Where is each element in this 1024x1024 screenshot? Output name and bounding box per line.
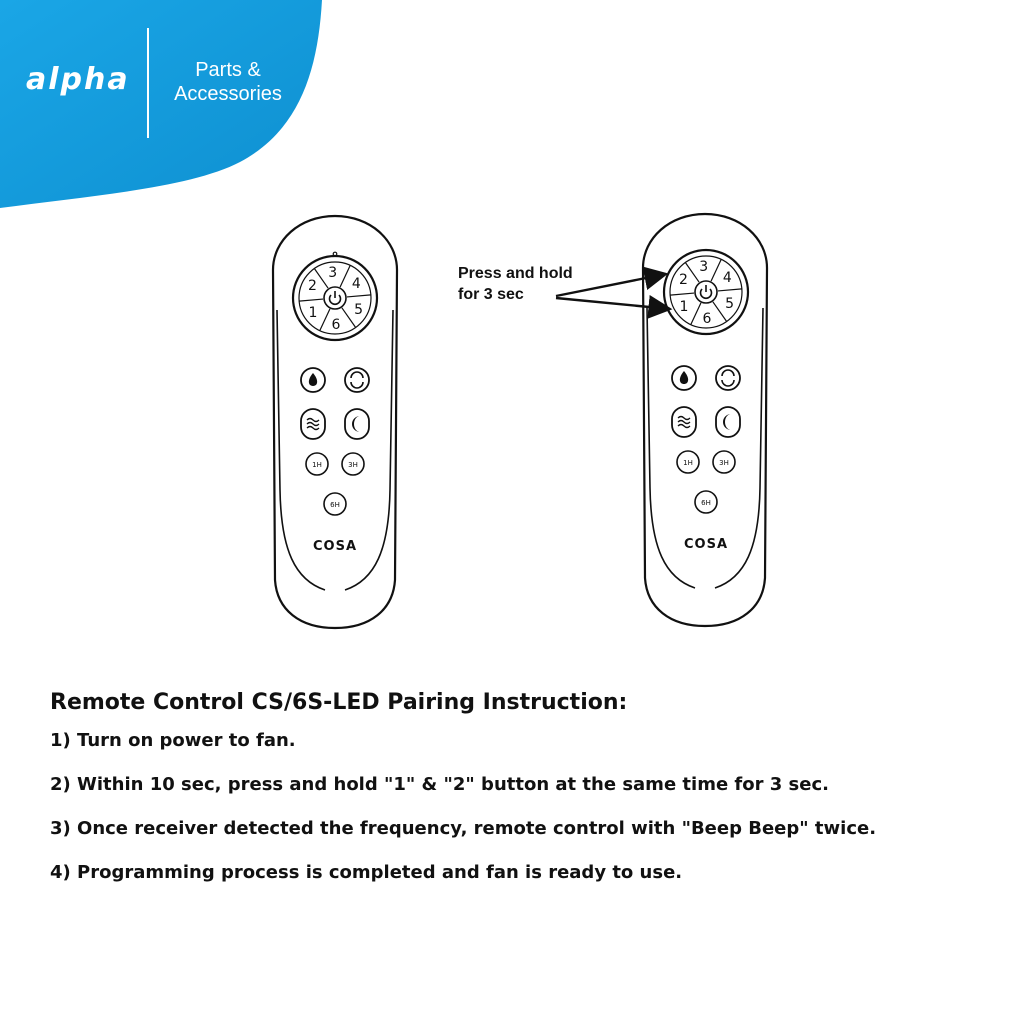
- timer-button-3h[interactable]: [342, 453, 364, 475]
- power-icon[interactable]: [324, 287, 346, 309]
- timer-button-1h[interactable]: [306, 453, 328, 475]
- timer-label: 6H: [701, 499, 711, 507]
- breeze-icon[interactable]: [672, 407, 696, 437]
- press-hold-callout: [458, 263, 573, 305]
- cosa-logo: COSA: [312, 539, 358, 554]
- callout-line2: for 3 sec: [458, 286, 524, 303]
- remote-right-button-3[interactable]: 3: [699, 259, 709, 276]
- instruction-step-1: 1) Turn on power to fan.: [50, 730, 296, 751]
- timer-button-6h[interactable]: [324, 493, 346, 515]
- remote-left-button-6[interactable]: 6: [331, 316, 341, 333]
- timer-button-3h[interactable]: [713, 451, 735, 473]
- remote-left-ring-pad: [293, 256, 377, 340]
- remote-left-button-1[interactable]: 1: [308, 304, 318, 321]
- moon-sleep-icon[interactable]: [345, 409, 369, 439]
- remote-right-button-5[interactable]: 5: [725, 295, 735, 312]
- remote-right-button-6[interactable]: 6: [702, 310, 712, 327]
- timer-label: 1H: [683, 459, 693, 467]
- instructions-title: Remote Control CS/6S-LED Pairing Instruction:: [50, 690, 628, 715]
- timer-button-1h[interactable]: [677, 451, 699, 473]
- moon-sleep-icon[interactable]: [716, 407, 740, 437]
- tagline-line2: Accessories: [174, 83, 282, 105]
- timer-label: 1H: [312, 461, 322, 469]
- breeze-icon[interactable]: [301, 409, 325, 439]
- remote-left-button-4[interactable]: 4: [351, 276, 361, 293]
- drop-icon[interactable]: [301, 368, 325, 392]
- instruction-step-4: 4) Programming process is completed and fan is ready to use.: [50, 862, 683, 883]
- reverse-icon[interactable]: [345, 368, 369, 392]
- timer-button-6h[interactable]: [695, 491, 717, 513]
- tagline-line1: Parts &: [195, 59, 261, 81]
- reverse-icon[interactable]: [716, 366, 740, 390]
- callout-line1: Press and hold: [458, 265, 573, 282]
- remote-left-button-2[interactable]: 2: [308, 278, 317, 294]
- instruction-step-2: 2) Within 10 sec, press and hold "1" & "2" button at the same time for 3 sec.: [50, 774, 829, 795]
- alpha-logo[interactable]: alpha: [26, 62, 130, 97]
- timer-label: 6H: [330, 501, 340, 509]
- remote-right-button-2[interactable]: 2: [679, 272, 688, 288]
- remote-right-ring-pad: [664, 250, 748, 334]
- pairing-instructions: [50, 690, 1000, 905]
- instruction-step-3: 3) Once receiver detected the frequency, remote control with "Beep Beep" twice.: [50, 818, 877, 839]
- power-icon[interactable]: [695, 281, 717, 303]
- timer-label: 3H: [348, 461, 358, 469]
- timer-label: 3H: [719, 459, 729, 467]
- cosa-logo: COSA: [683, 537, 729, 552]
- remote-left-button-5[interactable]: 5: [354, 301, 364, 318]
- remote-right-button-1[interactable]: 1: [679, 298, 689, 315]
- remote-left-button-3[interactable]: 3: [328, 265, 338, 282]
- remote-right-button-4[interactable]: 4: [722, 270, 732, 287]
- drop-icon[interactable]: [672, 366, 696, 390]
